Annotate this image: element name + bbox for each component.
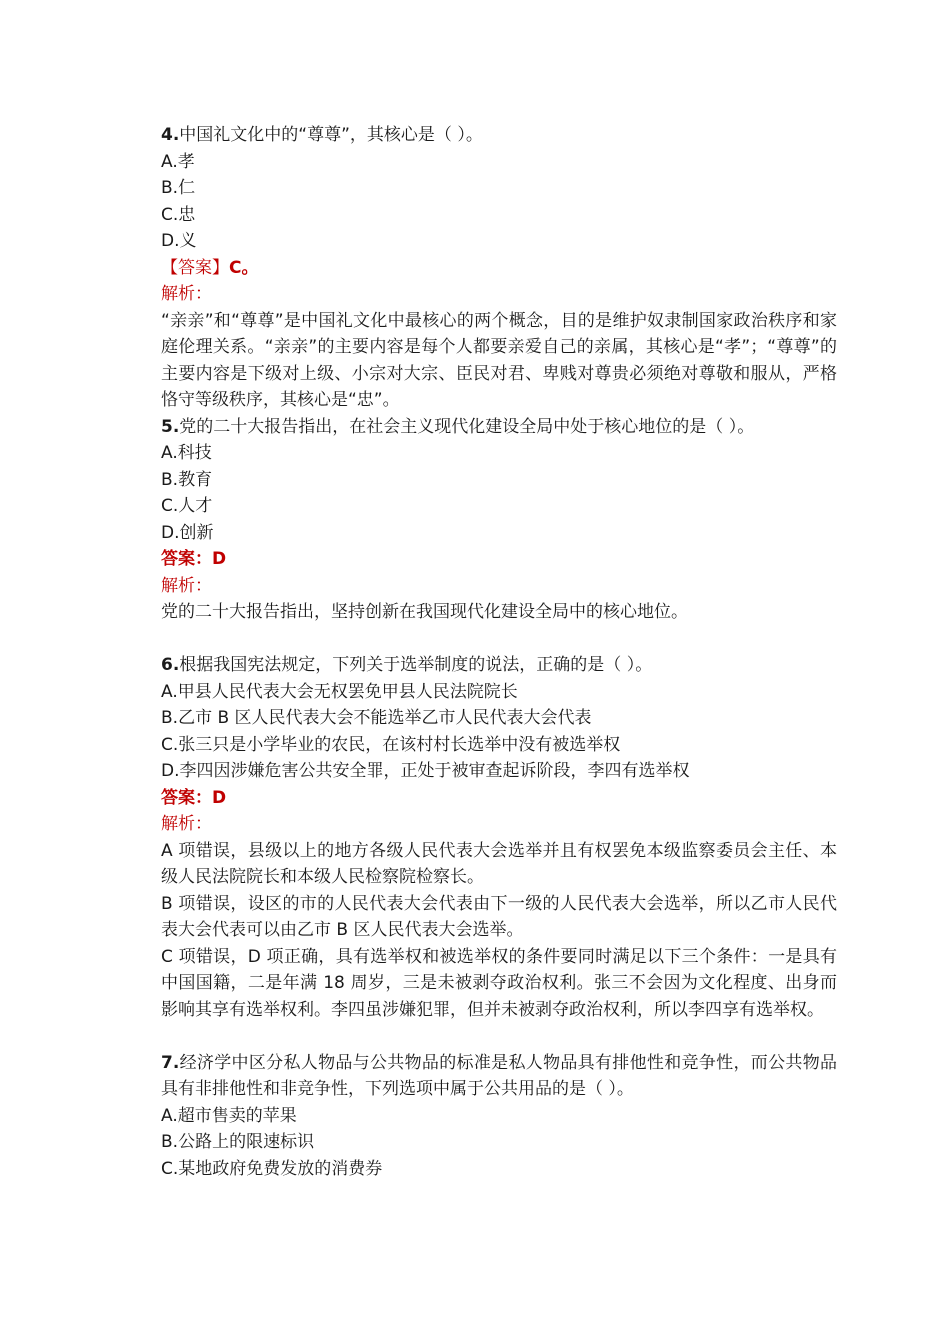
option-a: A.孝 [161, 151, 195, 172]
answer-line [161, 546, 837, 573]
spacer [161, 626, 837, 653]
option-d: D.义 [161, 231, 197, 251]
question-number: 7. [161, 1052, 180, 1073]
answer-value: D [212, 787, 227, 808]
spacer [161, 1023, 837, 1050]
question-7-stem [161, 1050, 837, 1103]
option-a: A.超市售卖的苹果 [161, 1105, 297, 1126]
question-4-stem [161, 122, 837, 149]
option-c: C.张三只是小学毕业的农民，在该村村长选举中没有被选举权 [161, 734, 621, 755]
option-b: B.乙市 B 区人民代表大会不能选举乙市人民代表大会代表 [161, 708, 592, 728]
option-c: C.某地政府免费发放的消费券 [161, 1158, 383, 1179]
question-text: 经济学中区分私人物品与公共物品的标准是私人物品具有排他性和竞争性，而公共物品具有非排他性和非竞争性，下列选项中属于公共用品的是（ ）。 [161, 1052, 837, 1099]
question-6-stem [161, 652, 837, 679]
analysis-text: “亲亲”和“尊尊”是中国礼文化中最核心的两个概念，目的是维护奴隶制国家政治秩序和家庭伦理关系。“亲亲”的主要内容是每个人都要亲爱自己的亲属，其核心是“孝”；“尊尊”的主要内容是下级对上级、小宗对大宗、臣民对君、卑贱对尊贵必须绝对尊敬和服从，严格恪守等级秩序，其核心是“忠”。 [161, 310, 837, 410]
analysis-paragraph-cd: C 项错误，D 项正确，具有选举权和被选举权的条件要同时满足以下三个条件：一是具有中国国籍，二是年满 18 周岁，三是未被剥夺政治权利。张三不会因为文化程度、出身而影响其享有选举权利。李四虽涉嫌犯罪，但并未被剥夺政治权利，所以李四享有选举权。 [161, 946, 837, 1020]
analysis-label: 解析： [161, 284, 212, 304]
analysis-label: 解析： [161, 575, 212, 596]
document-page [161, 122, 837, 1182]
analysis-paragraph-b: B 项错误，设区的市的人民代表大会代表由下一级的人民代表大会选举，所以乙市人民代表大会代表可以由乙市 B 区人民代表大会选举。 [161, 893, 837, 940]
answer-value: C。 [229, 257, 259, 278]
option-c: C.忠 [161, 204, 196, 225]
option-b: B.公路上的限速标识 [161, 1132, 315, 1152]
question-number: 6. [161, 655, 180, 675]
question-number: 4. [161, 125, 180, 145]
option-b: B.教育 [161, 469, 213, 490]
question-text: 党的二十大报告指出，在社会主义现代化建设全局中处于核心地位的是（ ）。 [179, 416, 755, 437]
answer-label: 答案： [161, 787, 212, 808]
answer-label: 答案： [161, 549, 212, 569]
option-c: C.人才 [161, 496, 213, 516]
answer-label: 【答案】 [161, 257, 229, 278]
analysis-text: 党的二十大报告指出，坚持创新在我国现代化建设全局中的核心地位。 [161, 602, 688, 622]
question-5-stem [161, 414, 837, 441]
answer-value: D [212, 549, 227, 569]
question-text: 根据我国宪法规定，下列关于选举制度的说法，正确的是（ ）。 [179, 655, 653, 675]
answer-line [161, 785, 837, 812]
option-a: A.甲县人民代表大会无权罢免甲县人民法院院长 [161, 681, 518, 702]
analysis-label: 解析： [161, 814, 212, 834]
analysis-paragraph-a: A 项错误，县级以上的地方各级人民代表大会选举并且有权罢免本级监察委员会主任、本级人民法院院长和本级人民检察院检察长。 [161, 840, 837, 887]
question-text: 中国礼文化中的“尊尊”，其核心是（ ）。 [179, 125, 483, 145]
answer-line [161, 255, 837, 282]
option-a: A.科技 [161, 443, 212, 463]
question-number: 5. [161, 416, 180, 437]
option-d: D.创新 [161, 522, 214, 543]
option-d: D.李四因涉嫌危害公共安全罪，正处于被审查起诉阶段，李四有选举权 [161, 761, 690, 781]
option-b: B.仁 [161, 178, 196, 198]
